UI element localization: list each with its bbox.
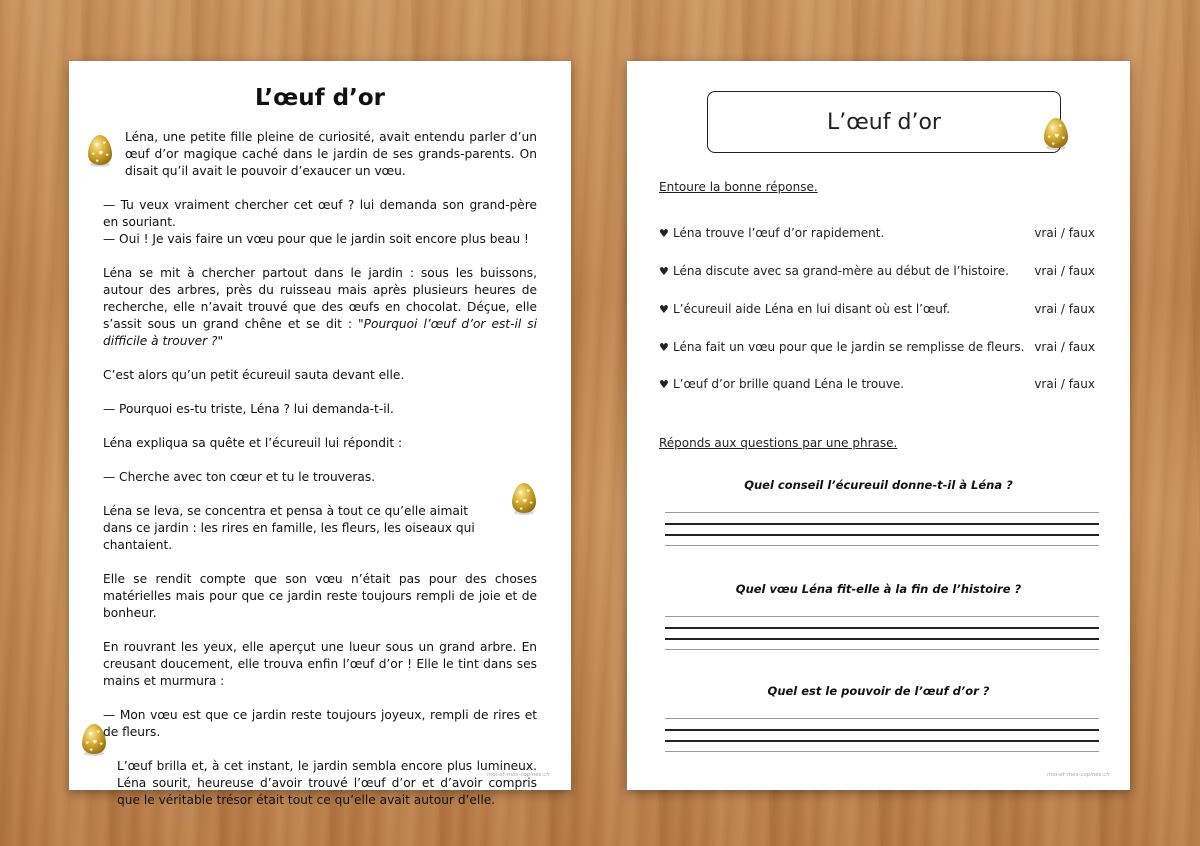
vrai-faux-choice[interactable]: vrai / faux <box>1034 340 1095 354</box>
answer-guide-line <box>665 545 1099 546</box>
story-page <box>69 61 571 807</box>
answer-guide-line <box>665 512 1099 513</box>
vrai-faux-choice[interactable]: vrai / faux <box>1034 377 1095 391</box>
story-title: L’œuf d’or <box>254 85 385 111</box>
statement: Léna trouve l’œuf d’or rapidement. <box>673 226 885 240</box>
exercise-title-box <box>707 91 1061 153</box>
story-paragraph: — Tu veux vraiment chercher cet œuf ? lui demanda son grand-père en souriant. <box>103 198 537 229</box>
heart-bullet-icon: ♥ <box>659 226 669 240</box>
story-paragraph: — Pourquoi es-tu triste, Léna ? lui demanda-t-il. <box>103 402 394 416</box>
question: Quel est le pouvoir de l’œuf d’or ? <box>767 684 990 698</box>
story-paragraph: — Cherche avec ton cœur et tu le trouveras. <box>103 470 376 484</box>
statement: Léna fait un vœu pour que le jardin se remplisse de fleurs. <box>673 340 1025 354</box>
true-false-row[interactable] <box>659 262 1095 280</box>
story-paragraph: Elle se rendit compte que son vœu n’était pas pour des choses matérielles mais pour que ce jardin reste toujours rempli de joie et de bonheur. <box>103 572 537 620</box>
answer-lines[interactable] <box>665 718 1099 754</box>
story-quote: "Pourquoi l’œuf d’or est-il si difficile à trouver ?" <box>103 317 537 348</box>
story-paragraph: Léna expliqua sa quête et l’écureuil lui répondit : <box>103 436 403 450</box>
true-false-row[interactable] <box>659 375 1095 393</box>
answer-lines[interactable] <box>665 616 1099 652</box>
answer-guide-line <box>665 718 1099 719</box>
statement: L’écureuil aide Léna en lui disant où est l’œuf. <box>673 302 951 316</box>
story-paragraph: En rouvrant les yeux, elle aperçut une lueur sous un grand arbre. En creusant doucement, elle trouva enfin l’œuf d’or ! Elle le tint dans ses mains et murmura : <box>103 640 537 688</box>
watermark: moi-et-mes-copines.ch <box>487 772 550 778</box>
answer-writing-line <box>665 534 1099 536</box>
vrai-faux-choice[interactable]: vrai / faux <box>1034 264 1095 278</box>
true-false-row[interactable] <box>659 338 1095 356</box>
answer-writing-line <box>665 523 1099 525</box>
story-paragraph: C’est alors qu’un petit écureuil sauta devant elle. <box>103 368 405 382</box>
story-paragraph: Léna se leva, se concentra et pensa à tout ce qu’elle aimait dans ce jardin : les rires en famille, les fleurs, les oiseaux qui chantaient. <box>103 504 475 552</box>
story-paragraph <box>103 265 537 350</box>
exercise-title: L’œuf d’or <box>827 109 941 135</box>
story-paragraph: — Mon vœu est que ce jardin reste toujours joyeux, rempli de rires et de fleurs. <box>103 708 537 739</box>
answer-lines[interactable] <box>665 512 1099 548</box>
heart-bullet-icon: ♥ <box>659 264 669 278</box>
instruction-true-false: Entoure la bonne réponse. <box>659 180 818 194</box>
true-false-row[interactable] <box>659 224 1095 242</box>
answer-writing-line <box>665 740 1099 742</box>
vrai-faux-choice[interactable]: vrai / faux <box>1034 226 1095 240</box>
story-paragraph: — Oui ! Je vais faire un vœu pour que le jardin soit encore plus beau ! <box>103 232 529 246</box>
exercise-page <box>627 61 1130 790</box>
question: Quel vœu Léna fit-elle à la fin de l’histoire ? <box>735 582 1022 596</box>
watermark: moi-et-mes-copines.ch <box>1047 772 1110 778</box>
story-paragraph-text: Léna se mit à chercher partout dans le jardin : sous les buissons, autour des arbres, près du ruisseau mais après plusieurs heures de recherche, elle n’avait trouvé que des œufs en chocolat. Déçue, elle s’assit sous un grand chêne et se dit : <box>103 266 537 331</box>
heart-bullet-icon: ♥ <box>659 377 669 391</box>
heart-bullet-icon: ♥ <box>659 302 669 316</box>
golden-egg-icon <box>1043 117 1069 151</box>
story-paragraph: Léna, une petite fille pleine de curiosité, avait entendu parler d’un œuf d’or magique caché dans le jardin de ses grands-parents. On disait qu’il avait le pouvoir d’exaucer un vœu. <box>125 130 537 178</box>
answer-guide-line <box>665 649 1099 650</box>
instruction-questions: Réponds aux questions par une phrase. <box>659 436 898 450</box>
question: Quel conseil l’écureuil donne-t-il à Léna ? <box>744 478 1013 492</box>
statement: Léna discute avec sa grand-mère au début de l’histoire. <box>673 264 1009 278</box>
vrai-faux-choice[interactable]: vrai / faux <box>1034 302 1095 316</box>
answer-writing-line <box>665 638 1099 640</box>
true-false-row[interactable] <box>659 300 1095 318</box>
story-text <box>103 129 537 809</box>
answer-guide-line <box>665 751 1099 752</box>
story-paragraph: L’œuf brilla et, à cet instant, le jardin sembla encore plus lumineux. Léna sourit, heureuse d’avoir trouvé l’œuf d’or et d’avoir compris que le véritable trésor était tout ce qu’elle avait autour d’elle. <box>117 759 537 807</box>
answer-writing-line <box>665 627 1099 629</box>
answer-guide-line <box>665 616 1099 617</box>
answer-writing-line <box>665 729 1099 731</box>
statement: L’œuf d’or brille quand Léna le trouve. <box>673 377 905 391</box>
heart-bullet-icon: ♥ <box>659 340 669 354</box>
